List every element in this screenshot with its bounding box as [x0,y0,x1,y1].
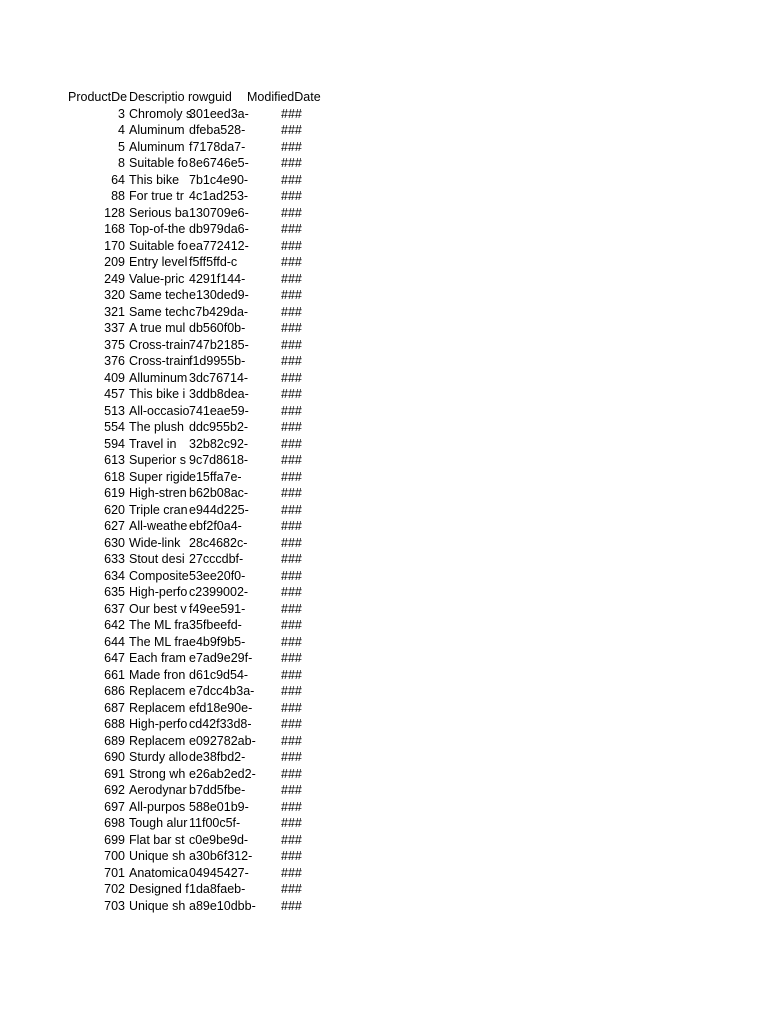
table-row [66,386,325,403]
table-row [66,139,325,156]
cell-product-description-id: 376 [104,354,125,368]
cell-rowguid: 32b82c92- [189,436,249,451]
cell-modified-date: ### [281,700,302,715]
table-row [66,221,325,238]
cell-modified-date: ### [281,123,302,137]
table-row [66,733,325,750]
cell-modified-date: ### [281,750,302,764]
table-row [66,749,325,766]
table-row [66,436,325,453]
cell-rowguid: db560f0b- [189,321,246,335]
table-row [66,188,325,205]
cell-rowguid: 7b1c4e90- [189,172,249,187]
cell-rowguid: c0e9be9d- [189,832,249,847]
cell-product-description-id: 170 [104,238,125,253]
cell-description: Each fram [129,651,186,665]
cell-rowguid: c7b429da- [189,304,249,319]
cell-description: High-stren [129,486,187,500]
cell-rowguid: ebf2f0a4- [189,519,242,533]
table-row [66,485,325,502]
table-row [66,271,325,288]
cell-rowguid: 04945427- [189,865,249,880]
cell-modified-date: ### [281,156,302,170]
table-row [66,155,325,172]
table-body [66,106,325,915]
table-row [66,667,325,684]
cell-modified-date: ### [281,436,302,451]
cell-description: A true mul [129,321,186,335]
cell-description: High-perfo [129,585,188,599]
cell-description: Wide-link [129,535,181,550]
cell-modified-date: ### [281,106,302,121]
cell-product-description-id: 635 [104,585,125,599]
cell-product-description-id: 642 [104,618,125,632]
cell-modified-date: ### [281,139,302,154]
cell-product-description-id: 630 [104,535,125,550]
table-row [66,617,325,634]
cell-description: Travel in [129,436,177,451]
cell-rowguid: e15ffa7e- [189,469,242,484]
cell-modified-date: ### [281,585,302,599]
table-row [66,716,325,733]
cell-modified-date: ### [281,634,302,649]
cell-product-description-id: 698 [104,816,125,830]
header-row [66,89,325,106]
cell-product-description-id: 690 [104,750,125,764]
cell-rowguid: 53ee20f0- [189,568,246,583]
cell-product-description-id: 644 [104,634,125,649]
cell-modified-date: ### [281,568,302,583]
cell-description: Cross-train [129,354,191,368]
cell-rowguid: 28c4682c- [189,535,248,550]
cell-product-description-id: 686 [104,684,125,698]
cell-product-description-id: 5 [118,139,125,154]
cell-description: Stout desi [129,552,185,566]
cell-product-description-id: 3 [118,106,125,121]
cell-rowguid: e7ad9e29f- [189,651,253,665]
cell-description: Designed f [129,882,189,896]
cell-modified-date: ### [281,865,302,880]
cell-rowguid: e4b9f9b5- [189,634,246,649]
cell-rowguid: a89e10dbb- [189,898,256,913]
table-row [66,353,325,370]
cell-modified-date: ### [281,205,302,220]
table-row [66,106,325,123]
table-row [66,304,325,321]
table-row [66,452,325,469]
cell-product-description-id: 701 [104,865,125,880]
cell-rowguid: d61c9d54- [189,667,249,682]
cell-description: Chromoly s [129,106,193,121]
cell-rowguid: 130709e6- [189,205,249,220]
cell-rowguid: 741eae59- [189,403,249,418]
cell-rowguid: f1d9955b- [189,354,246,368]
cell-product-description-id: 688 [104,717,125,731]
cell-rowguid: 3dc76714- [189,370,249,385]
cell-modified-date: ### [281,882,302,896]
cell-description: Strong wh [129,766,186,781]
table-row [66,469,325,486]
cell-modified-date: ### [281,271,302,286]
header-rowguid: rowguid [188,90,232,104]
spreadsheet-grid [66,89,325,914]
cell-description: Triple cran [129,502,188,517]
cell-product-description-id: 337 [104,321,125,335]
cell-modified-date: ### [281,189,302,203]
cell-description: The ML fra [129,618,189,632]
table-row [66,898,325,915]
table-row [66,766,325,783]
cell-description: This bike [129,172,180,187]
cell-modified-date: ### [281,321,302,335]
cell-product-description-id: 633 [104,552,125,566]
cell-product-description-id: 4 [118,123,125,137]
cell-product-description-id: 689 [104,733,125,748]
cell-rowguid: ddc955b2- [189,420,249,434]
cell-rowguid: efd18e90e- [189,700,253,715]
cell-description: Top-of-the [129,222,186,236]
cell-rowguid: cd42f33d8- [189,717,252,731]
table-row [66,518,325,535]
cell-rowguid: 4c1ad253- [189,189,249,203]
cell-description: Same tech [129,288,189,302]
cell-product-description-id: 687 [104,700,125,715]
cell-product-description-id: 513 [104,403,125,418]
cell-product-description-id: 88 [111,189,125,203]
cell-modified-date: ### [281,766,302,781]
cell-product-description-id: 647 [104,651,125,665]
cell-description: High-perfo [129,717,188,731]
cell-rowguid: c2399002- [189,585,249,599]
cell-rowguid: 4291f144- [189,271,246,286]
cell-description: Suitable fo [129,156,189,170]
table-row [66,337,325,354]
cell-rowguid: f5ff5ffd-c [189,255,238,269]
table-row [66,782,325,799]
cell-description: All-weathe [129,519,188,533]
cell-modified-date: ### [281,816,302,830]
cell-modified-date: ### [281,667,302,682]
table-row [66,287,325,304]
table-row [66,700,325,717]
cell-modified-date: ### [281,354,302,368]
cell-product-description-id: 320 [104,288,125,302]
table-row [66,238,325,255]
cell-product-description-id: 168 [104,222,125,236]
cell-modified-date: ### [281,222,302,236]
cell-modified-date: ### [281,601,302,616]
table-row [66,419,325,436]
table-row [66,568,325,585]
cell-modified-date: ### [281,684,302,698]
cell-modified-date: ### [281,370,302,385]
cell-description: Aerodynar [129,783,187,797]
table-row [66,815,325,832]
cell-modified-date: ### [281,453,302,467]
cell-description: All-occasio [129,403,190,418]
cell-modified-date: ### [281,618,302,632]
cell-modified-date: ### [281,238,302,253]
cell-modified-date: ### [281,717,302,731]
cell-product-description-id: 554 [104,420,125,434]
cell-rowguid: ea772412- [189,238,249,253]
cell-rowguid: 9c7d8618- [189,453,249,467]
cell-description: Alluminum [129,370,188,385]
cell-rowguid: b7dd5fbe- [189,783,246,797]
header-modified-date: ModifiedDate [247,90,321,104]
cell-modified-date: ### [281,519,302,533]
cell-modified-date: ### [281,535,302,550]
cell-description: Unique sh [129,849,186,863]
cell-rowguid: e944d225- [189,502,249,517]
cell-modified-date: ### [281,337,302,352]
cell-product-description-id: 409 [104,370,125,385]
cell-description: Unique sh [129,898,186,913]
cell-description: Entry level [129,255,188,269]
cell-modified-date: ### [281,172,302,187]
cell-description: Replacem [129,733,186,748]
cell-description: Superior s [129,453,186,467]
cell-product-description-id: 699 [104,832,125,847]
cell-description: Suitable fo [129,238,189,253]
cell-description: The ML fra [129,634,189,649]
cell-description: All-purpos [129,799,186,814]
cell-product-description-id: 64 [111,172,125,187]
cell-product-description-id: 594 [104,436,125,451]
cell-product-description-id: 703 [104,898,125,913]
cell-product-description-id: 661 [104,667,125,682]
cell-product-description-id: 627 [104,519,125,533]
table-row [66,502,325,519]
table-row [66,535,325,552]
cell-modified-date: ### [281,651,302,665]
cell-rowguid: 3ddb8dea- [189,387,249,401]
cell-rowguid: f49ee591- [189,601,246,616]
cell-modified-date: ### [281,420,302,434]
cell-product-description-id: 613 [104,453,125,467]
cell-modified-date: ### [281,898,302,913]
cell-description: Our best v [129,601,187,616]
cell-description: The plush [129,420,184,434]
cell-rowguid: 301eed3a- [189,106,249,121]
cell-rowguid: 8e6746e5- [189,156,249,170]
cell-description: Composite [129,568,189,583]
cell-product-description-id: 249 [104,271,125,286]
cell-product-description-id: 457 [104,387,125,401]
cell-rowguid: 27cccdbf- [189,552,244,566]
cell-product-description-id: 700 [104,849,125,863]
table-row [66,584,325,601]
cell-rowguid: 11f00c5f- [189,816,241,830]
cell-modified-date: ### [281,255,302,269]
cell-modified-date: ### [281,799,302,814]
table-row [66,848,325,865]
cell-description: Replacem [129,700,186,715]
cell-modified-date: ### [281,832,302,847]
cell-product-description-id: 209 [104,255,125,269]
cell-description: Super rigid [129,469,190,484]
cell-modified-date: ### [281,288,302,302]
cell-description: Same tech [129,304,189,319]
cell-modified-date: ### [281,304,302,319]
cell-rowguid: 747b2185- [189,337,249,352]
table-row [66,634,325,651]
cell-rowguid: e130ded9- [189,288,249,302]
cell-rowguid: e26ab2ed2- [189,766,256,781]
cell-description: Aluminum [129,123,185,137]
cell-description: Anatomica [129,865,189,880]
cell-product-description-id: 128 [104,205,125,220]
cell-rowguid: a30b6f312- [189,849,253,863]
cell-modified-date: ### [281,502,302,517]
cell-rowguid: 1da8faeb- [189,882,246,896]
table-row [66,601,325,618]
cell-product-description-id: 321 [104,304,125,319]
cell-product-description-id: 697 [104,799,125,814]
table-row [66,650,325,667]
cell-description: Sturdy allo [129,750,189,764]
cell-rowguid: 35fbeefd- [189,618,242,632]
cell-product-description-id: 637 [104,601,125,616]
cell-description: Value-pric [129,271,185,286]
cell-product-description-id: 375 [104,337,125,352]
table-row [66,172,325,189]
cell-product-description-id: 691 [104,766,125,781]
cell-modified-date: ### [281,486,302,500]
cell-description: Serious ba [129,205,189,220]
cell-rowguid: b62b08ac- [189,486,249,500]
table-row [66,320,325,337]
table-row [66,205,325,222]
cell-modified-date: ### [281,403,302,418]
cell-product-description-id: 8 [118,156,125,170]
cell-product-description-id: 692 [104,783,125,797]
cell-description: Replacem [129,684,186,698]
cell-product-description-id: 618 [104,469,125,484]
cell-rowguid: dfeba528- [189,123,246,137]
cell-product-description-id: 634 [104,568,125,583]
cell-description: Made fron [129,667,186,682]
table-row [66,403,325,420]
cell-description: This bike i [129,387,186,401]
cell-modified-date: ### [281,849,302,863]
table-row [66,683,325,700]
cell-description: Tough alur [129,816,188,830]
table-row [66,832,325,849]
cell-rowguid: 588e01b9- [189,799,249,814]
cell-modified-date: ### [281,387,302,401]
table-row [66,551,325,568]
table-row [66,799,325,816]
cell-rowguid: db979da6- [189,222,249,236]
table-row [66,254,325,271]
cell-description: For true tr [129,189,184,203]
table-row [66,122,325,139]
cell-product-description-id: 620 [104,502,125,517]
cell-product-description-id: 702 [104,882,125,896]
cell-modified-date: ### [281,552,302,566]
cell-description: Aluminum [129,139,185,154]
cell-modified-date: ### [281,733,302,748]
cell-rowguid: f7178da7- [189,139,246,154]
cell-modified-date: ### [281,783,302,797]
table-row [66,370,325,387]
header-product-description-id: ProductDe [68,90,128,104]
table-row [66,881,325,898]
cell-rowguid: de38fbd2- [189,750,246,764]
cell-modified-date: ### [281,469,302,484]
cell-rowguid: e7dcc4b3a- [189,684,255,698]
cell-rowguid: e092782ab- [189,733,256,748]
table-row [66,865,325,882]
cell-description: Cross-train [129,337,191,352]
header-description: Descriptio [129,90,185,104]
cell-description: Flat bar st [129,832,185,847]
cell-product-description-id: 619 [104,486,125,500]
